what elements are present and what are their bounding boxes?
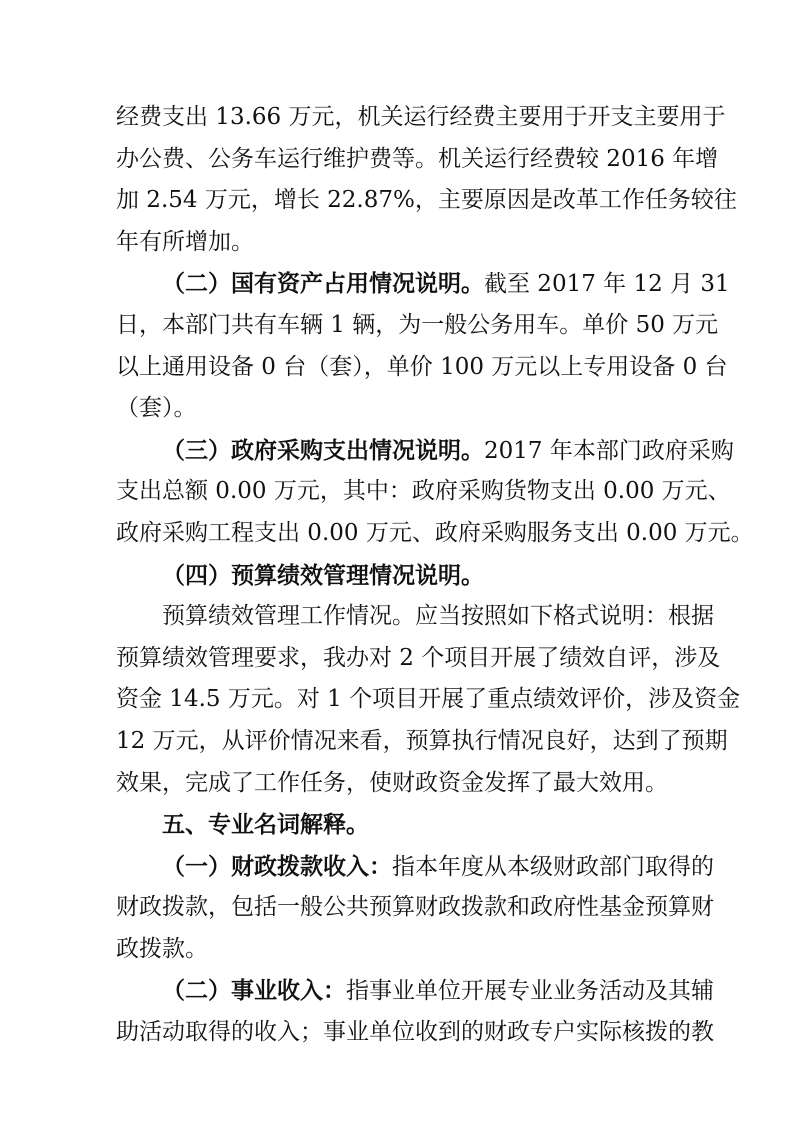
text-line: （套）。 — [116, 395, 197, 422]
section-heading: （四）预算绩效管理情况说明。 — [162, 561, 484, 589]
text-line: 年有所增加。 — [116, 228, 254, 255]
section-heading-line — [116, 804, 682, 846]
section-heading-line: （二）国有资产占用情况说明。截至 2017 年 12 月 31 — [162, 270, 730, 298]
text-line: 办公费、公务车运行维护费等。机关运行经费较 2016 年增 — [116, 145, 719, 172]
text-line: 以上通用设备 0 台（套），单价 100 万元以上专用设备 0 台 — [116, 353, 728, 380]
text-line: 效果，完成了工作任务，使财政资金发挥了最大效用。 — [116, 769, 668, 796]
section-heading: （二）国有资产占用情况说明。 — [162, 270, 484, 298]
text-line: 加 2.54 万元，增长 22.87%，主要原因是改革工作任务较往 — [116, 187, 737, 214]
text-line: 助活动取得的收入；事业单位收到的财政专户实际核拨的教 — [116, 1019, 714, 1046]
text-line: 日，本部门共有车辆 1 辆，为一般公务用车。单价 50 万元 — [116, 311, 719, 338]
section-heading: （二）事业收入： — [162, 977, 346, 1005]
text-line: 资金 14.5 万元。对 1 个项目开展了重点绩效评价，涉及资金 — [116, 686, 741, 713]
text-line: 财政拨款，包括一般公共预算财政拨款和政府性基金预算财 — [116, 894, 714, 921]
text-line: 预算绩效管理工作情况。应当按照如下格式说明：根据 — [162, 603, 714, 630]
text-line: 支出总额 0.00 万元，其中：政府采购货物支出 0.00 万元、 — [116, 478, 731, 505]
text-line: 政府采购工程支出 0.00 万元、政府采购服务支出 0.00 万元。 — [116, 519, 754, 546]
text-line: 12 万元，从评价情况来看，预算执行情况良好，达到了预期 — [116, 727, 728, 754]
section-heading-line: （三）政府采购支出情况说明。2017 年本部门政府采购 — [162, 436, 734, 464]
section-heading: （一）财政拨款收入： — [162, 852, 392, 880]
section-heading-line: （一）财政拨款收入：指本年度从本级财政部门取得的 — [162, 852, 714, 880]
text-line: 经费支出 13.66 万元，机关运行经费主要用于开支主要用于 — [116, 104, 726, 130]
section-heading-line — [116, 555, 682, 597]
section-heading: 五、专业名词解释。 — [162, 811, 369, 839]
section-heading: （三）政府采购支出情况说明。 — [162, 436, 484, 464]
document-page — [116, 97, 754, 1054]
text-line: 预算绩效管理要求，我办对 2 个项目开展了绩效自评，涉及 — [116, 644, 721, 671]
section-heading-line: （二）事业收入：指事业单位开展专业业务活动及其辅 — [162, 977, 714, 1005]
text-line: 政拨款。 — [116, 935, 208, 962]
